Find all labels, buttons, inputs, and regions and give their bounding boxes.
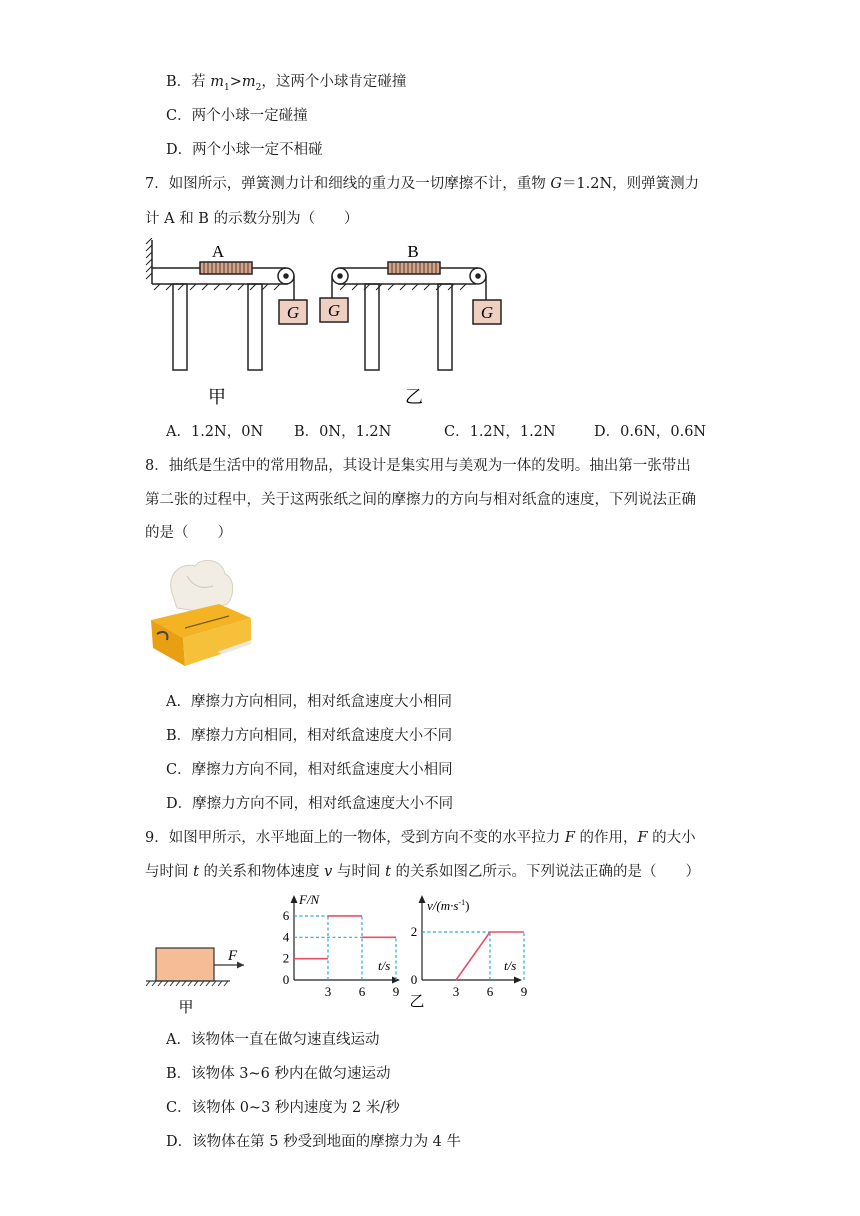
y-tick-label: 4 [282, 929, 290, 945]
q8-option-b: B．摩擦力方向相同，相对纸盒速度大小不同 [166, 728, 453, 744]
spring-a-label: A [211, 242, 225, 261]
y-tick-label: 2 [410, 924, 418, 939]
caption-jia-q9: 甲 [178, 998, 194, 1016]
velocity-time-chart [400, 890, 530, 1015]
weight-g-yi-right: G [480, 303, 494, 322]
y-axis-label: $v/(m\cdot s^{-1})$ [427, 898, 470, 913]
q8-option-a: A．摩擦力方向相同，相对纸盒速度大小相同 [166, 694, 452, 710]
x-tick-label: 6 [358, 984, 366, 998]
weight-g-yi-left: G [327, 301, 341, 320]
q8-stem-line2: 第二张的过程中，关于这两张纸之间的摩擦力的方向与相对纸盒的速度，下列说法正确 [145, 492, 696, 508]
q8-stem-line1: 8．抽纸是生活中的常用物品，其设计是集实用与美观为一体的发明。抽出第一张带出 [145, 458, 691, 474]
caption-yi-q7: 乙 [405, 387, 423, 408]
q9-block-figure [140, 938, 260, 1018]
q6-option-b: B．若 $m_1>m_2$，这两个小球肯定碰撞 [166, 74, 407, 93]
q8-option-c: C．摩擦力方向不同，相对纸盒速度大小相同 [166, 762, 453, 778]
block [156, 948, 214, 981]
q7-figure [140, 238, 510, 410]
q7-option-a: A．1.2N，0N [166, 424, 264, 440]
caption-yi-q9: 乙 [409, 992, 425, 1010]
force-f-label: F [228, 948, 238, 964]
x-tick-label: 3 [452, 984, 460, 999]
q6-option-d: D．两个小球一定不相碰 [166, 142, 323, 158]
y-tick-label: 6 [282, 907, 290, 923]
q9-option-d: D．该物体在第 5 秒受到地面的摩擦力为 4 牛 [166, 1134, 462, 1150]
q8-option-d: D．摩擦力方向不同，相对纸盒速度大小不同 [166, 796, 454, 812]
x-tick-label: 9 [392, 984, 400, 998]
q9-option-c: C．该物体 0~3 秒内速度为 2 米/秒 [166, 1100, 400, 1116]
q7-option-b: B．0N，1.2N [294, 424, 392, 440]
spring-b-label: B [407, 242, 419, 261]
caption-jia-q7: 甲 [208, 387, 226, 408]
y-axis-label: F/N [299, 892, 320, 907]
tissue-box-image [143, 556, 253, 668]
data-segment [456, 932, 490, 980]
y-tick-label: 2 [282, 950, 290, 966]
weight-g-jia: G [286, 303, 300, 322]
q9-stem-line2: 与时间 t 的关系和物体速度 v 与时间 t 的关系如图乙所示。下列说法正确的是（ ） [145, 864, 701, 880]
q7-option-c: C．1.2N，1.2N [444, 424, 556, 440]
x-tick-label: 6 [486, 984, 494, 999]
q9-stem-line1: 9．如图甲所示，水平地面上的一物体，受到方向不变的水平拉力 F 的作用，F 的大小 [145, 830, 696, 846]
q9-option-b: B．该物体 3~6 秒内在做匀速运动 [166, 1066, 391, 1082]
x-tick-label: 3 [324, 984, 332, 998]
q7-stem-line1: 7．如图所示，弹簧测力计和细线的重力及一切摩擦不计，重物 G＝1.2N，则弹簧测力 [145, 176, 700, 192]
setup-yi [320, 262, 501, 370]
q7-stem-line2: 计 A 和 B 的示数分别为（ ） [145, 211, 359, 227]
x-axis-label: t/s [378, 958, 391, 973]
q6-option-c: C．两个小球一定碰撞 [166, 108, 308, 124]
x-tick-label: 9 [520, 984, 528, 999]
y-tick-label: 0 [410, 972, 418, 987]
q9-option-a: A．该物体一直在做匀速直线运动 [166, 1032, 380, 1048]
y-tick-label: 0 [282, 972, 290, 987]
force-time-chart [272, 890, 412, 998]
setup-jia [146, 238, 307, 370]
q8-stem-line3: 的是（ ） [145, 525, 232, 541]
x-axis-label: t/s [504, 958, 517, 973]
q7-option-d: D．0.6N，0.6N [594, 424, 707, 440]
